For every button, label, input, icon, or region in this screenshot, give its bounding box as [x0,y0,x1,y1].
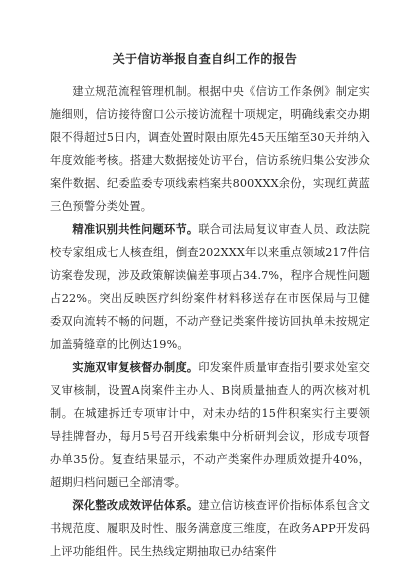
paragraph-1-text: 建立规范流程管理机制。根据中央《信访工作条例》制定实施细则，信访接待窗口公示接访流程十项规定，明确线索交办期限不得超过5日内，调查处置时限由原先45天压缩至30天并纳入年度效能考核。搭建大数据接处访平台，信访系统归集公安涉众案件数据、纪委监委专项线索档案共800XXX余份，实现红黄蓝三色预警分类处置。 [50,85,370,213]
paragraph-3-heading: 实施双审复核督办制度。 [72,360,199,374]
paragraph-2-text: 联合司法局复议审查人员、政法院校专家组成七人核查组，倒查202XXX年以来重点领域217件信访案卷发现，涉及政策解读偏差事项占34.7%，程序合规性问题占22%。突出反映医疗纠纷案件材料移送存在市医保局与卫健委双向流转不畅的问题，不动产登记类案件接访回执单未按规定加盖骑缝章的比例达19%。 [50,223,370,351]
document-title: 关于信访举报自查自纠工作的报告 [112,52,298,66]
paragraph-2-heading: 精准识别共性问题环节。 [72,222,199,236]
paragraph-2 [50,218,370,356]
paragraph-1 [50,80,370,218]
paragraph-4-text: 建立信访核查评价指标体系包含文书规范度、履职及时性、服务满意度三维度，在政务APP开发码上评功能组件。民生热线定期抽取已办结案件 [50,499,370,558]
paragraph-3-text: 印发案件质量审查指引要求处室交叉审核制，设置A岗案件主办人、B岗质量抽查人的两次核对机制。在城建拆迁专项审计中，对未办结的15件积案实行主要领导挂牌督办，每月5号召开线索集中分析研判会议，形成专项督办单35份。复查结果显示，不动产类案件办理质效提升40%，超期归档问题已全部清零。 [50,361,370,489]
document-body [50,80,370,563]
paragraph-4-heading: 深化整改成效评估体系。 [72,498,199,512]
paragraph-4 [50,494,370,563]
paragraph-3 [50,356,370,494]
